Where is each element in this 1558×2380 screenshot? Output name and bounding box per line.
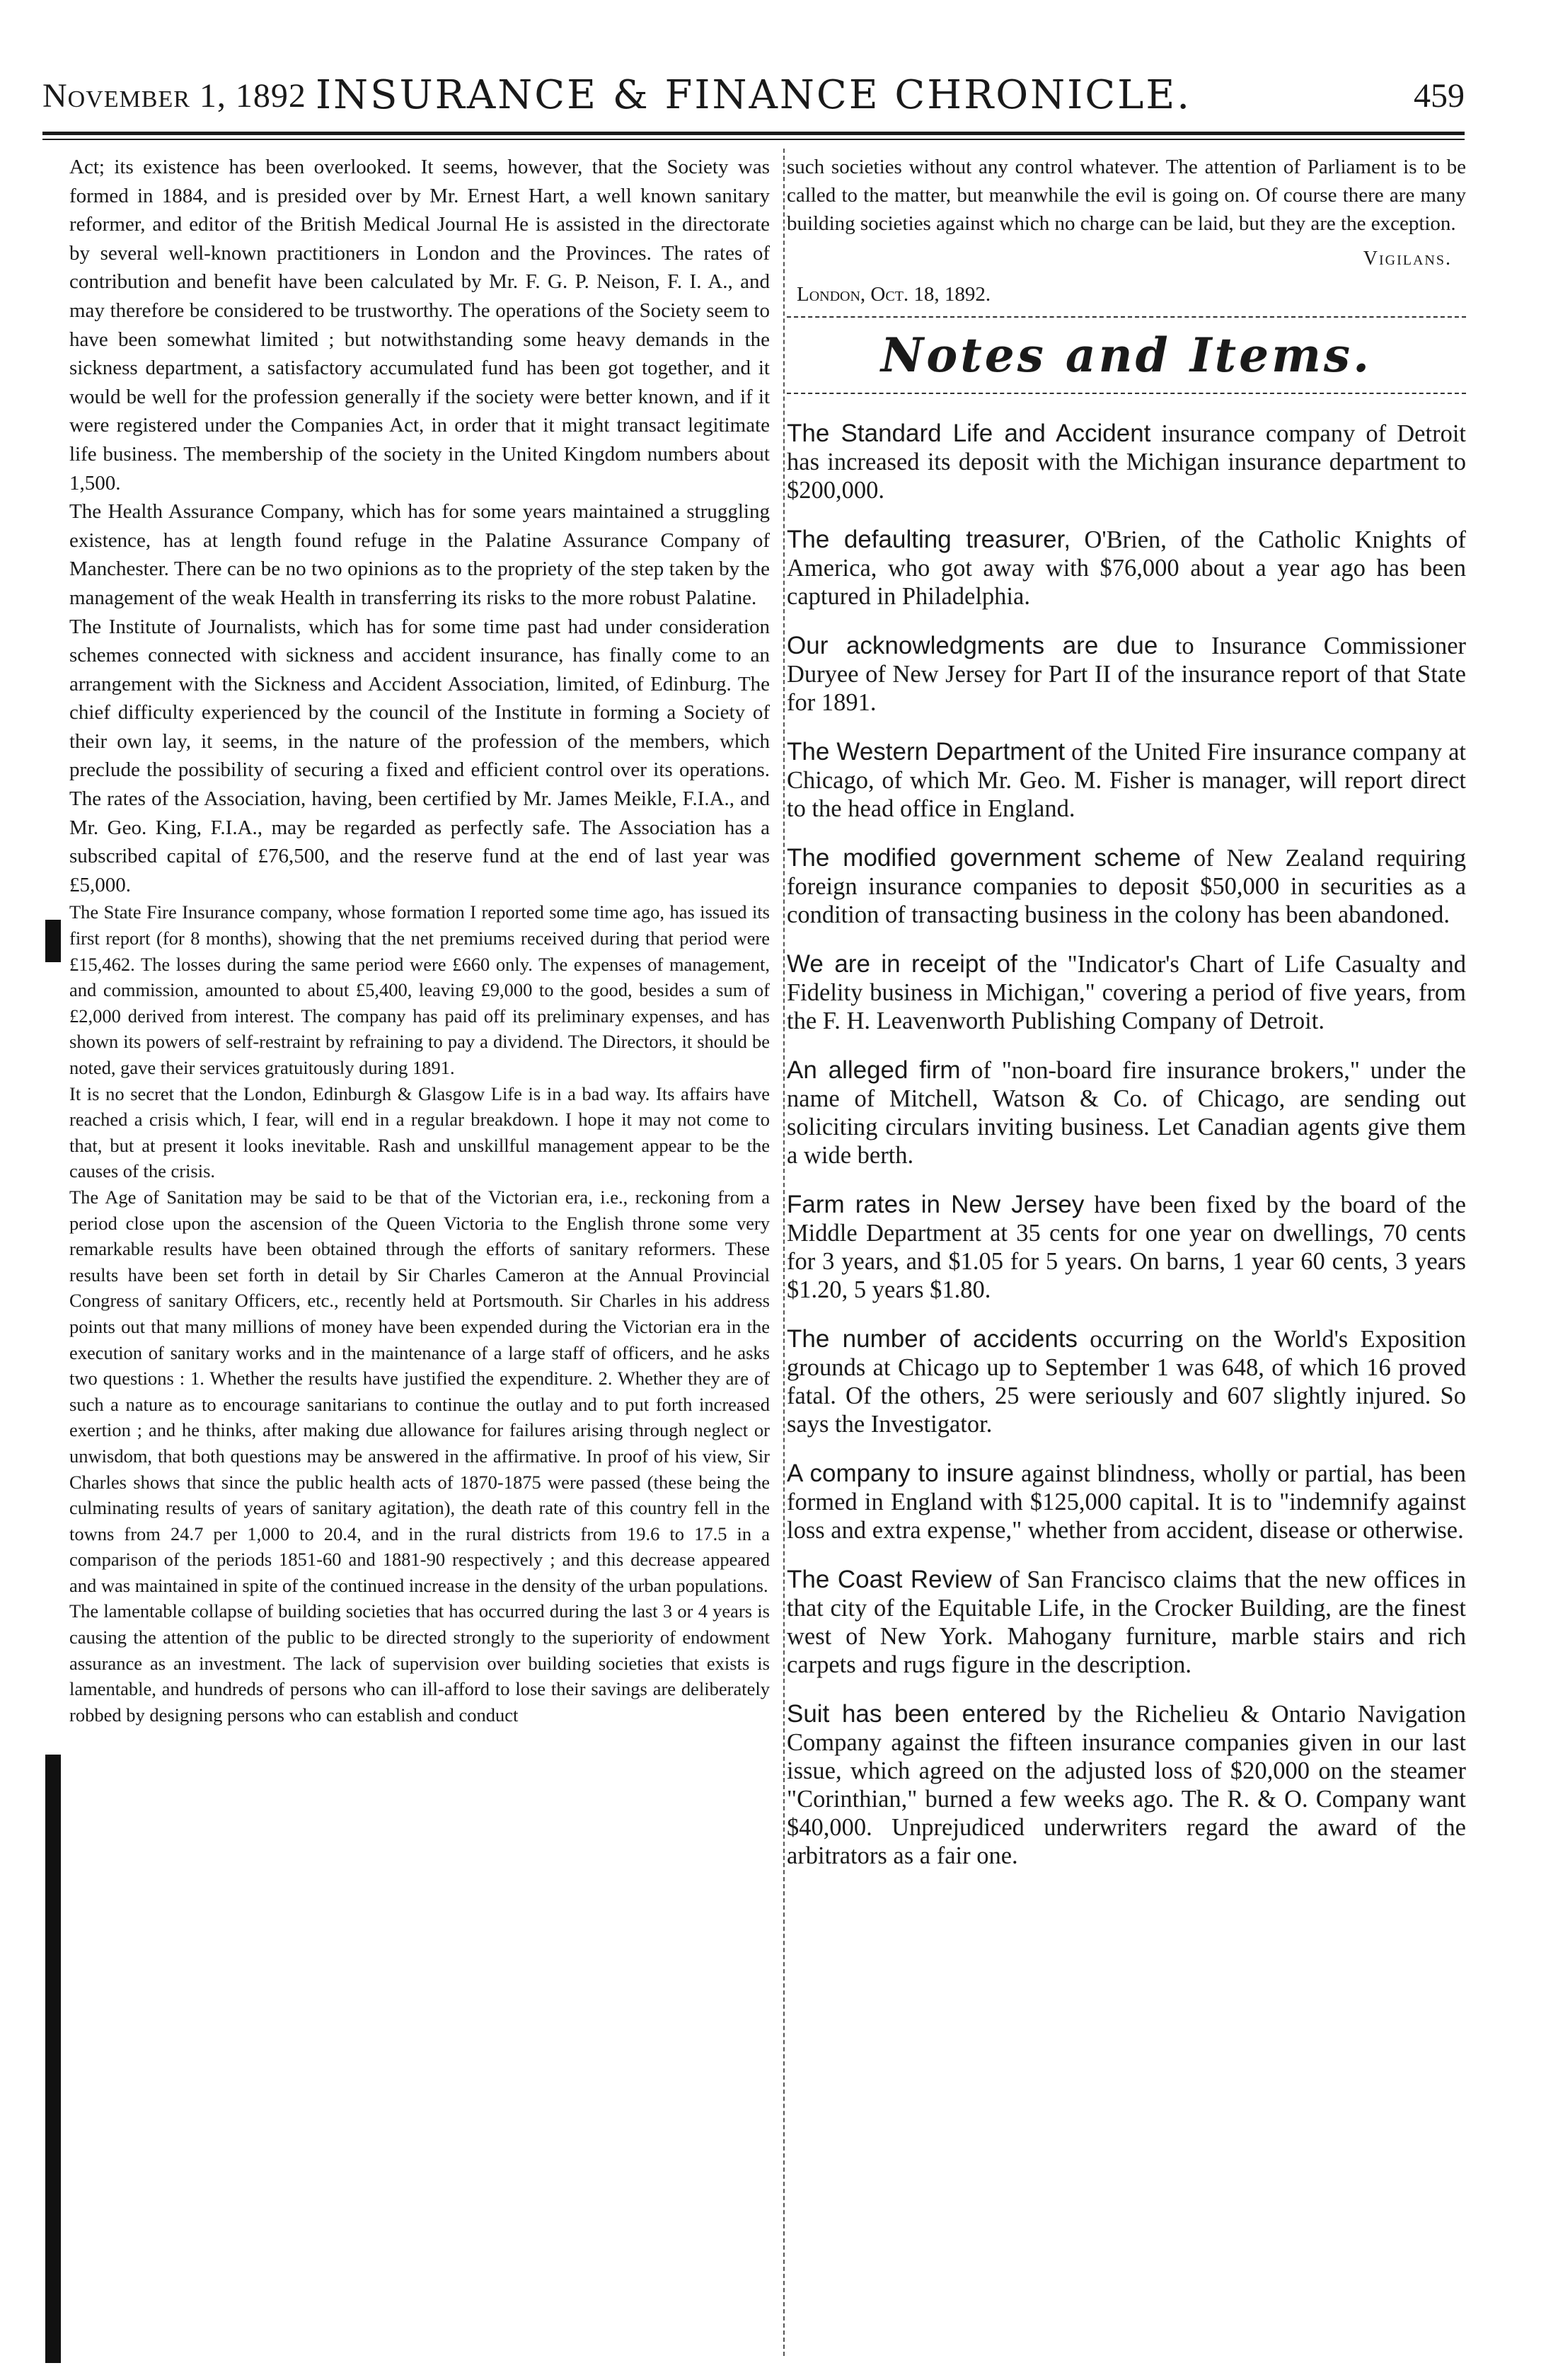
news-item-lead: An alleged firm [787, 1056, 961, 1084]
news-item-lead: The modified government scheme [787, 844, 1181, 872]
page-number: 459 [1414, 77, 1465, 115]
news-item [787, 420, 1466, 504]
margin-mark [45, 920, 61, 962]
article-paragraph: The lamentable collapse of building societies that has occurred during the last 3 or 4 years is causing the attention of the public to be directed strongly to the superiority of endowment assurance as an investment. The lack of supervision over building societies that exists is lamentable, and hundreds of persons who can ill-afford to lose their savings are deliberately robbed by designing persons who can establish and conduct [69, 1600, 770, 1726]
notes-list [787, 420, 1466, 1870]
news-item [787, 1700, 1466, 1870]
news-item-text: to Insurance Commissioner Duryee of New Jersey for Part II of the insurance report of that State for 1891. [787, 632, 1466, 716]
margin-bar [45, 1755, 61, 2363]
article-paragraph: The Institute of Journalists, which has for some time past had under consideration schemes connected with sickness and accident insurance, has finally come to an arrangement with the Sickness and Accident Association, limited, of Edinburg. The chief difficulty experienced by the council of the Institute in forming a Society of their own lay, it seems, in the nature of the profession of the members, which preclude the possibility of securing a fixed and efficient control over its operations. The rates of the Association, having, been certified by Mr. James Meikle, F.I.A., and Mr. Geo. King, F.I.A., may be regarded as perfectly safe. The Association has a subscribed capital of £76,500, and the reserve fund at the end of last year was £5,000. [69, 615, 770, 896]
news-item-text: by the Richelieu & Ontario Navigation Company against the fifteen insurance companies given in our last issue, which agreed on the adjusted loss of $20,000 on the steamer "Corinthian," burned a few weeks ago. The R. & O. Company want $40,000. Unprejudiced underwriters regard the award of the arbitrators as a fair one. [787, 1701, 1466, 1869]
news-item-text: of the United Fire insurance company at Chicago, of which Mr. Geo. M. Fisher is manager, will report direct to the head office in England. [787, 739, 1466, 822]
news-item-text: against blindness, wholly or partial, has been formed in England with $125,000 capital. It is to "indemnify against loss and extra expense," whether from accident, disease or otherwise. [787, 1460, 1466, 1544]
article-paragraph: The Health Assurance Company, which has for some years maintained a struggling existence, has at length found refuge in the Palatine Assurance Company of Manchester. There can be no two opinions as to the propriety of the step taken by the management of the weak Health in transferring its risks to the more robust Palatine. [69, 500, 770, 609]
news-item [787, 1566, 1466, 1679]
news-item-lead: Farm rates in New Jersey [787, 1191, 1085, 1218]
masthead [42, 72, 1465, 119]
article-paragraph: Act; its existence has been overlooked. It seems, however, that the Society was formed in 1884, and is presided over by Mr. Ernest Hart, a well known sanitary reformer, and editor of the British Medical Journal He is assisted in the directorate by several well-known practitioners in London and the Provinces. The rates of contribution and benefit have been calculated by Mr. F. G. P. Neison, F. I. A., and may therefore be considered to be trustworthy. The operations of the Society seem to have been somewhat limited ; but notwithstanding some heavy demands in the sickness department, a satisfactory accumulated fund has been got together, and it would be well for the profession generally if the society were better known, and if it were registered under the Companies Act, in order that it might transact legitimate life business. The membership of the society in the United Kingdom numbers about 1,500. [69, 156, 770, 495]
section-heading: Notes and Items. [880, 328, 1373, 383]
news-item-text: of New Zealand requiring foreign insurance companies to deposit $50,000 in securities as a condition of transacting business in the colony has been abandoned. [787, 845, 1466, 928]
news-item-lead: The defaulting treasurer, [787, 526, 1071, 553]
news-item-lead: The Western Department [787, 738, 1066, 766]
news-item [787, 1460, 1466, 1544]
section-rule [787, 316, 1466, 318]
news-item-text: O'Brien, of the Catholic Knights of America, who got away with $76,000 about a year ago has been captured in Philadelphia. [787, 526, 1466, 610]
news-item-lead: The number of accidents [787, 1325, 1078, 1353]
news-item-text: have been fixed by the board of the Middle Department at 35 cents for one year on dwellings, 70 cents for 3 years, and $1.05 for 5 years. On barns, 1 year 60 cents, 3 years $1.20, 5 years $1.80. [787, 1191, 1466, 1303]
article-paragraph: The Age of Sanitation may be said to be that of the Victorian era, i.e., reckoning from a period close upon the ascension of the Queen Victoria to the English throne some very remarkable results have been obtained through the efforts of sanitary reformers. These results have been set forth in detail by Sir Charles Cameron at the Annual Provincial Congress of sanitary Officers, etc., recently held at Portsmouth. Sir Charles in his address points out that many millions of money have been expended during the Victorian era in the execution of sanitary works and in the maintenance of a large staff of officers, and he asks two questions : 1. Whether the results have justified the expenditure. 2. Whether they are of such a nature as to encourage sanitarians to continue the outlay and to put forth increased exertion ; and he thinks, after making due allowance for failures arising through neglect or unwisdom, that both questions may be answered in the affirmative. In proof of his view, Sir Charles shows that since the public health acts of 1870-1875 were passed (these being the culminating results of years of sanitary agitation), the death rate of this country fell in the towns from 24.7 per 1,000 to 20.4, and in the rural districts from 19.6 to 17.5 in a comparison of the periods 1851-60 and 1881-90 respectively ; and this decrease appeared and was maintained in spite of the continued increase in the density of the urban populations. [69, 1186, 770, 1596]
news-item-text: of San Francisco claims that the new offices in that city of the Equitable Life, in the Crocker Building, are the finest west of New York. Mahogany furniture, marble stairs and rich carpets and rugs figure in the description. [787, 1566, 1466, 1678]
letter-signature: Vigilans. [1363, 248, 1452, 270]
news-item-lead: We are in receipt of [787, 950, 1017, 978]
article-paragraph: The State Fire Insurance company, whose formation I reported some time ago, has issued its first report (for 8 months), showing that the net premiums received during that period were £15,462. The losses during the same period were £660 only. The expenses of management, and commission, amounted to about £5,400, leaving £9,000 to the good, besides a sum of £2,000 derived from interest. The company has paid off its preliminary expenses, and has shown its powers of self-restraint by refraining to pay a dividend. The Directors, it should be noted, gave their services gratuitously during 1891. [69, 901, 770, 1078]
article-paragraph: It is no secret that the London, Edinburgh & Glasgow Life is in a bad way. Its affairs have reached a crisis which, I fear, will end in a regular breakdown. I hope it may not come to that, but at present it looks inevitable. Rash and unskillful management appear to be the causes of the crisis. [69, 1082, 770, 1182]
news-item [787, 632, 1466, 717]
news-item-lead: Our acknowledgments are due [787, 632, 1158, 659]
news-item-lead: The Standard Life and Accident [787, 420, 1151, 447]
news-item [787, 844, 1466, 929]
news-item-lead: The Coast Review [787, 1566, 992, 1593]
issue-date: November 1, 1892 [42, 77, 306, 115]
publication-title: INSURANCE & FINANCE CHRONICLE. [316, 72, 1191, 118]
masthead-rule [42, 132, 1465, 135]
news-item-text: the "Indicator's Chart of Life Casualty and Fidelity business in Michigan," covering a period of five years, from the F. H. Leavenworth Publishing Company of Detroit. [787, 951, 1466, 1034]
section-rule [787, 393, 1466, 394]
news-item-lead: A company to insure [787, 1460, 1015, 1487]
news-item [787, 1325, 1466, 1438]
news-item [787, 950, 1466, 1035]
news-item-text: insurance company of Detroit has increased its deposit with the Michigan insurance department to $200,000. [787, 420, 1466, 504]
news-item-text: occurring on the World's Exposition grounds at Chicago up to September 1 was 648, of which 16 proved fatal. Of the others, 25 were seriously and 607 slightly injured. So says the Investigator. [787, 1326, 1466, 1438]
masthead-rule-thin [42, 139, 1465, 140]
letter-conclusion: such societies without any control whatever. The attention of Parliament is to be called to the matter, but meanwhile the evil is going on. Of course there are many building societies against which no charge can be laid, but they are the exception. [787, 156, 1466, 235]
column-divider [783, 149, 786, 2356]
news-item [787, 1056, 1466, 1169]
news-item-lead: Suit has been entered [787, 1700, 1046, 1728]
news-item [787, 738, 1466, 823]
news-item-text: of "non-board fire insurance brokers," under the name of Mitchell, Watson & Co. of Chicago, are sending out soliciting circulars inviting business. Let Canadian agents give them a wide berth. [787, 1057, 1466, 1169]
letter-dateline: London, Oct. 18, 1892. [797, 283, 991, 306]
right-column [787, 153, 1466, 1870]
left-column [69, 153, 770, 1728]
news-item [787, 1191, 1466, 1304]
news-item [787, 526, 1466, 611]
